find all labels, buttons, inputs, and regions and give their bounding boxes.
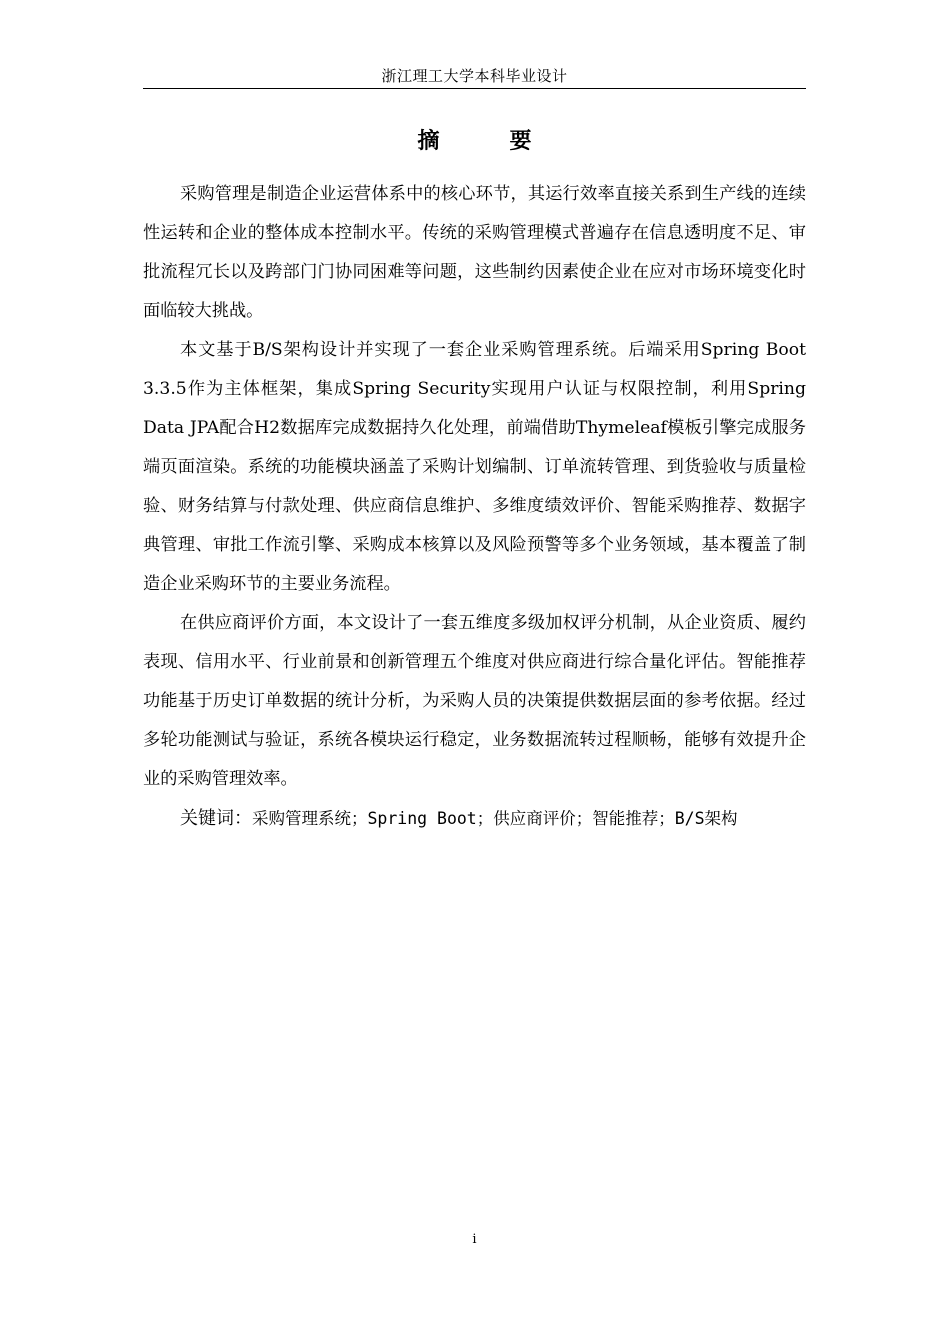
abstract-body (143, 175, 806, 839)
abstract-paragraph-2: 本文基于B/S架构设计并实现了一套企业采购管理系统。后端采用Spring Boot 3.3.5作为主体框架，集成Spring Security实现用户认证与权限控制，利用Spring Data JPA配合H2数据库完成数据持久化处理，前端借助Thymeleaf模板引擎完成服务端页面渲染。系统的功能模块涵盖了采购计划编制、订单流转管理、到货验收与质量检验、财务结算与付款处理、供应商信息维护、多维度绩效评价、智能采购推荐、数据字典管理、审批工作流引擎、采购成本核算以及风险预警等多个业务领域，基本覆盖了制造企业采购环节的主要业务流程。 (143, 340, 806, 594)
header-rule (143, 88, 806, 89)
keywords-line (143, 799, 806, 839)
running-header: 浙江理工大学本科毕业设计 (381, 67, 568, 85)
abstract-paragraph-3: 在供应商评价方面，本文设计了一套五维度多级加权评分机制，从企业资质、履约表现、信用水平、行业前景和创新管理五个维度对供应商进行综合量化评估。智能推荐功能基于历史订单数据的统计分析，为采购人员的决策提供数据层面的参考依据。经过多轮功能测试与验证，系统各模块运行稳定，业务数据流转过程顺畅，能够有效提升企业的采购管理效率。 (143, 613, 806, 789)
abstract-title: 摘 要 (417, 129, 556, 154)
keywords-label: 关键词： (179, 808, 252, 829)
abstract-paragraph-1: 采购管理是制造企业运营体系中的核心环节，其运行效率直接关系到生产线的连续性运转和企业的整体成本控制水平。传统的采购管理模式普遍存在信息透明度不足、审批流程冗长以及跨部门门协同困难等问题，这些制约因素使企业在应对市场环境变化时面临较大挑战。 (143, 184, 806, 321)
keywords-text: 采购管理系统；Spring Boot；供应商评价；智能推荐；B/S架构 (251, 809, 738, 828)
page-number: i (472, 1232, 477, 1247)
